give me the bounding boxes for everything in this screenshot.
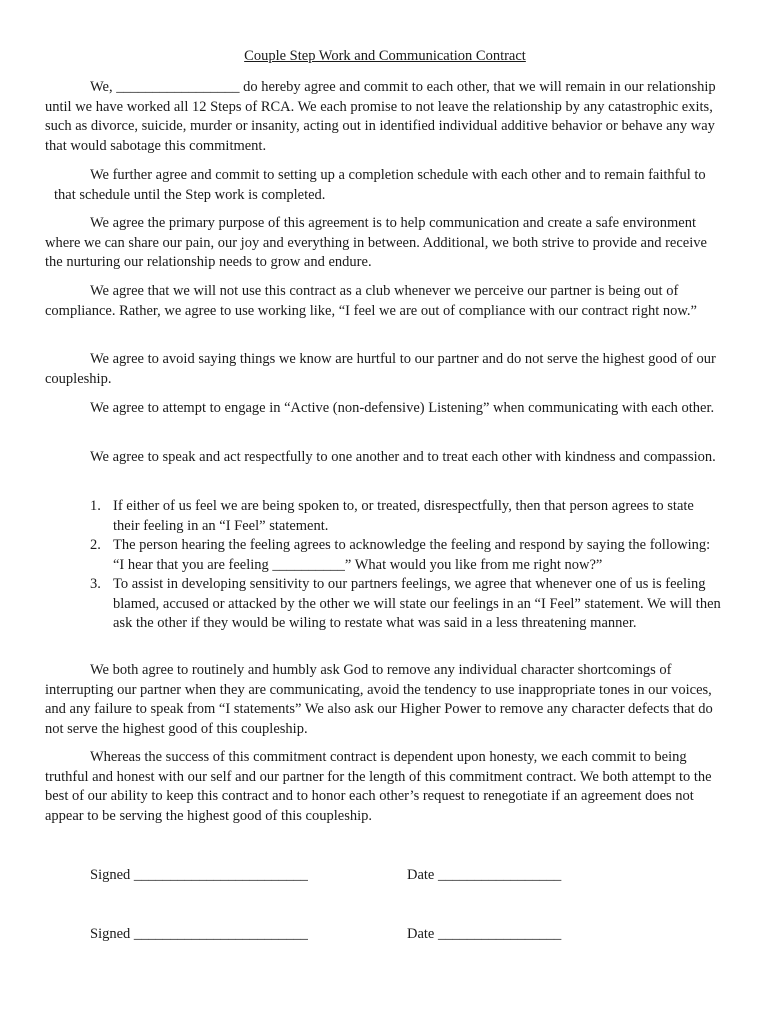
list-item: [68, 497, 722, 536]
date-line-1: Date _________________: [407, 867, 562, 883]
paragraph-purpose: We agree the primary purpose of this agreement is to help communication and create a safe environment where we can share our pain, our joy and everything in between. Additional, we both strive to provide and receive the nurturing our relationship needs to grow and endure.: [45, 215, 707, 270]
list-item-text: The person hearing the feeling agrees to acknowledge the feeling and respond by saying the following: “I hear that you are feeling __________” What would you like from me right now?”: [113, 537, 711, 573]
document-title: Couple Step Work and Communication Contract: [244, 48, 526, 64]
paragraph-respect: We agree to speak and act respectfully to one another and to treat each other with kindness and compassion.: [90, 449, 716, 465]
paragraph-schedule: We further agree and commit to setting up a completion schedule with each other and to remain faithful to that schedule until the Step work is completed.: [54, 167, 706, 203]
paragraph-active-listening: We agree to attempt to engage in “Active (non-defensive) Listening” when communicating with each other.: [90, 400, 715, 416]
list-item-number: 3.: [90, 576, 101, 592]
list-item-number: 2.: [90, 537, 101, 553]
list-item-number: 1.: [90, 498, 101, 514]
paragraph-avoid-hurtful: We agree to avoid saying things we know are hurtful to our partner and do not serve the highest good of our coupleship.: [45, 351, 716, 387]
paragraph-commitment: We, _________________ do hereby agree and commit to each other, that we will remain in our relationship until we have worked all 12 Steps of RCA. We each promise to not leave the relationship by any catastrophic exits, such as divorce, suicide, murder or insanity, acting out in identified individual additive behavior or behave any way that would sabotage this commitment.: [45, 79, 716, 154]
list-item-text: To assist in developing sensitivity to our partners feelings, we agree that whenever one of us is feeling blamed, accused or attacked by the other we will state our feelings in an “I Feel” statement. We will then ask the other if they would be wiling to restate what was said in a less threatening manner.: [113, 576, 721, 631]
signature-line-2: Signed ________________________: [90, 926, 308, 942]
paragraph-higher-power: We both agree to routinely and humbly ask God to remove any individual character shortcomings of interrupting our partner when they are communicating, avoid the tendency to use inappropriate tones in our voices, and any failure to speak from “I statements” We also ask our Higher Power to remove any character defects that do not serve the highest good of this coupleship.: [45, 662, 713, 737]
list-item: [68, 536, 722, 575]
paragraph-not-a-club: We agree that we will not use this contract as a club whenever we perceive our partner is being out of compliance. Rather, we agree to use working like, “I feel we are out of compliance with our contract right now.”: [45, 283, 697, 319]
paragraph-honesty: Whereas the success of this commitment contract is dependent upon honesty, we each commit to being truthful and honest with our self and our partner for the length of this commitment contract. We both attempt to the best of our ability to keep this contract and to honor each other’s request to renegotiate if an agreement does not appear to be serving the highest good of this coupleship.: [45, 749, 712, 824]
signature-line-1: Signed ________________________: [90, 867, 308, 883]
numbered-list: [68, 497, 722, 634]
list-item: [68, 575, 722, 634]
date-line-2: Date _________________: [407, 926, 562, 942]
list-item-text: If either of us feel we are being spoken to, or treated, disrespectfully, then that person agrees to state their feeling in an “I Feel” statement.: [113, 498, 694, 534]
